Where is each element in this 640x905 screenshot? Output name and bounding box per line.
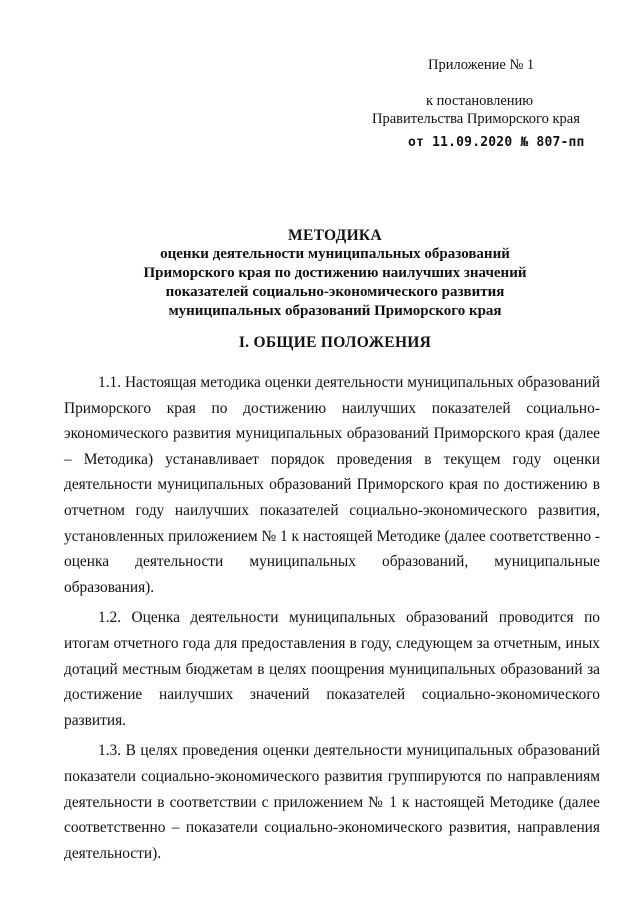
resolution-date-stamp: от 11.09.2020 № 807-пп bbox=[408, 135, 585, 150]
resolution-issuer: Правительства Приморского края bbox=[372, 111, 580, 127]
title-line-1: оценки деятельности муниципальных образований bbox=[160, 246, 510, 262]
paragraph-1-2: 1.2. Оценка деятельности муниципальных образований проводится по итогам отчетного года для предоставления в году, следующем за отчетным, иных дотаций местным бюджетам в целях поощрения муниципальных образований за достижение наилучших значений показателей социально-экономического развития. bbox=[64, 609, 600, 729]
paragraph-1-3: 1.3. В целях проведения оценки деятельности муниципальных образований показатели социально-экономического развития группируются по направлениям деятельности в соответствии с приложением № 1 к настоящей Методике (далее соответственно – показатели социально-экономического развития, направления деятельности). bbox=[64, 742, 600, 862]
document-body bbox=[64, 370, 600, 866]
title-main: МЕТОДИКА bbox=[288, 227, 382, 244]
document-title bbox=[60, 226, 610, 321]
resolution-reference: к постановлению bbox=[426, 93, 534, 109]
section-heading: I. ОБЩИЕ ПОЛОЖЕНИЯ bbox=[238, 334, 432, 351]
title-line-2: Приморского края по достижению наилучших значений bbox=[143, 265, 527, 281]
title-line-3: показателей социально-экономического развития bbox=[165, 284, 505, 300]
title-line-4: муниципальных образований Приморского края bbox=[168, 303, 502, 319]
paragraph-1-1: 1.1. Настоящая методика оценки деятельности муниципальных образований Приморского края по достижению наилучших показателей социально-экономического развития муниципальных образований Приморского края (далее – Методика) устанавливает порядок проведения в текущем году оценки деятельности муниципальных образований Приморского края по достижению в отчетном году наилучших показателей социально-экономического развития, установленных приложением № 1 к настоящей Методике (далее соответственно - оценка деятельности муниципальных образований, муниципальные образования). bbox=[64, 374, 600, 596]
appendix-label: Приложение № 1 bbox=[428, 57, 535, 73]
appendix-header bbox=[372, 56, 612, 152]
